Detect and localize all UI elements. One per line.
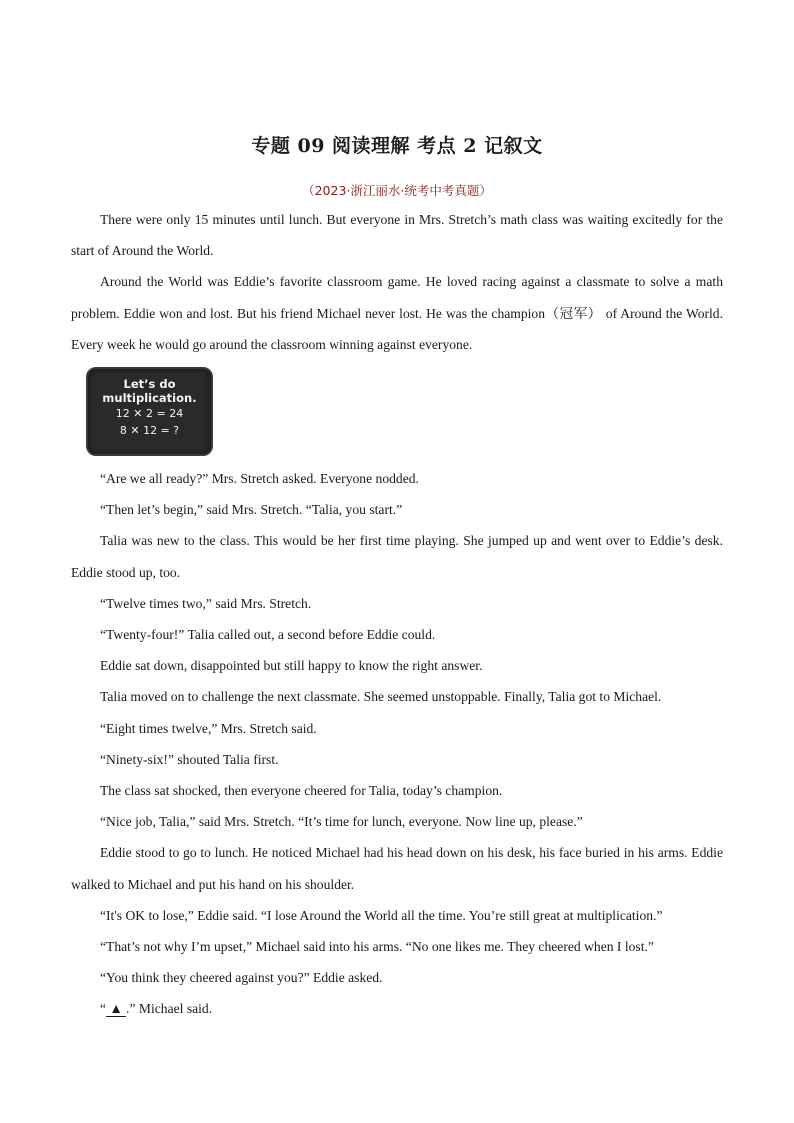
paragraph: Eddie stood to go to lunch. He noticed Michael had his head down on his desk, his face buried in his arms. Eddie walked to Michael and put his hand on his shoulder. <box>71 845 723 892</box>
paragraph: Talia moved on to challenge the next classmate. She seemed unstoppable. Finally, Talia got to Michael. <box>100 689 662 705</box>
line-end: .” Michael said. <box>126 1001 213 1017</box>
open-quote: “ <box>100 1001 107 1017</box>
paragraph: “Twenty-four!” Talia called out, a second before Eddie could. <box>100 627 436 643</box>
paragraph: Talia was new to the class. This would be her first time playing. She jumped up and went over to Eddie’s desk. Eddie stood up, too. <box>71 533 723 580</box>
paragraph: “It's OK to lose,” Eddie said. “I lose Around the World all the time. You’re still great at multiplication.” <box>100 907 663 923</box>
chalkboard-image <box>86 367 213 456</box>
chalkboard-equation: 12 ✕ 2 = 24 <box>115 407 184 420</box>
paragraph: “Twelve times two,” said Mrs. Stretch. <box>100 595 312 611</box>
passage-intro <box>71 204 723 360</box>
page-title: 专题 09 阅读理解 考点 2 记叙文 <box>251 135 543 157</box>
paragraph: The class sat shocked, then everyone cheered for Talia, today’s champion. <box>100 783 503 799</box>
paragraph: Eddie sat down, disappointed but still happy to know the right answer. <box>100 658 483 674</box>
paragraph: “Ninety-six!” shouted Talia first. <box>100 751 279 767</box>
paragraph: “Then let’s begin,” said Mrs. Stretch. “Talia, you start.” <box>100 502 403 518</box>
paragraph: “Eight times twelve,” Mrs. Stretch said. <box>100 720 317 736</box>
paragraph: “Nice job, Talia,” said Mrs. Stretch. “It’s time for lunch, everyone. Now line up, please.” <box>100 814 583 830</box>
paragraph: “Are we all ready?” Mrs. Stretch asked. Everyone nodded. <box>100 471 419 486</box>
chalkboard-line: Let’s do <box>123 377 176 391</box>
chalkboard-equation: 8 ✕ 12 = ? <box>119 424 180 437</box>
answer-blank[interactable]: ▲ <box>106 1002 126 1017</box>
answer-blank-line <box>71 993 723 1024</box>
chalkboard-line: multiplication. <box>102 391 197 405</box>
source-note: （2023·浙江丽水·统考中考真题） <box>302 183 492 198</box>
paragraph: “That’s not why I’m upset,” Michael said into his arms. “No one likes me. They cheered when I lost.” <box>100 939 654 955</box>
paragraph: “You think they cheered against you?” Eddie asked. <box>100 970 383 986</box>
passage-body <box>71 463 723 1025</box>
paragraph: Around the World was Eddie’s favorite classroom game. He loved racing against a classmate to solve a math problem. Eddie won and lost. But his friend Michael never lost. He was the champion（冠军） of Around the World. Every week he would go around the classroom winning against everyone. <box>71 274 723 352</box>
paragraph: There were only 15 minutes until lunch. But everyone in Mrs. Stretch’s math class was waiting excitedly for the start of Around the World. <box>71 212 723 259</box>
